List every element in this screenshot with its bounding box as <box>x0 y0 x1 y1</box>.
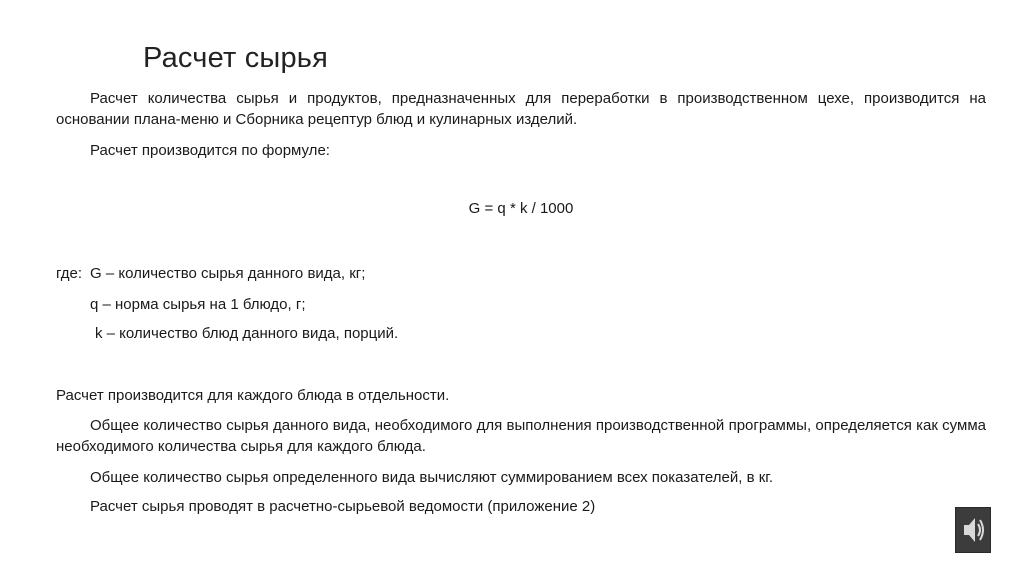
paragraph-intro: Расчет количества сырья и продуктов, предназначенных для переработки в производственном цехе, производится на основании плана-меню и Сборника рецептур блюд и кулинарных изделий. <box>56 90 986 128</box>
paragraph-statement: Расчет сырья проводят в расчетно-сырьевой ведомости (приложение 2) <box>90 498 596 515</box>
formula: G = q * k / 1000 <box>468 200 574 217</box>
slide-title: Расчет сырья <box>143 42 328 74</box>
speaker-icon <box>960 512 986 548</box>
paragraph-total-amount: Общее количество сырья данного вида, необходимого для выполнения производственной программы, определяется как сумма необходимого количества сырья для каждого блюда. <box>56 417 986 455</box>
where-prefix: где: <box>56 265 83 282</box>
audio-button[interactable] <box>955 507 991 553</box>
paragraph-each-dish: Расчет производится для каждого блюда в отдельности. <box>56 387 450 404</box>
where-q-definition: q – норма сырья на 1 блюдо, г; <box>90 296 306 313</box>
where-g-definition: G – количество сырья данного вида, кг; <box>90 265 366 282</box>
where-k-definition: k – количество блюд данного вида, порций. <box>95 325 399 342</box>
paragraph-summation: Общее количество сырья определенного вида вычисляют суммированием всех показателей, в кг. <box>90 469 774 486</box>
paragraph-formula-intro: Расчет производится по формуле: <box>90 142 330 159</box>
